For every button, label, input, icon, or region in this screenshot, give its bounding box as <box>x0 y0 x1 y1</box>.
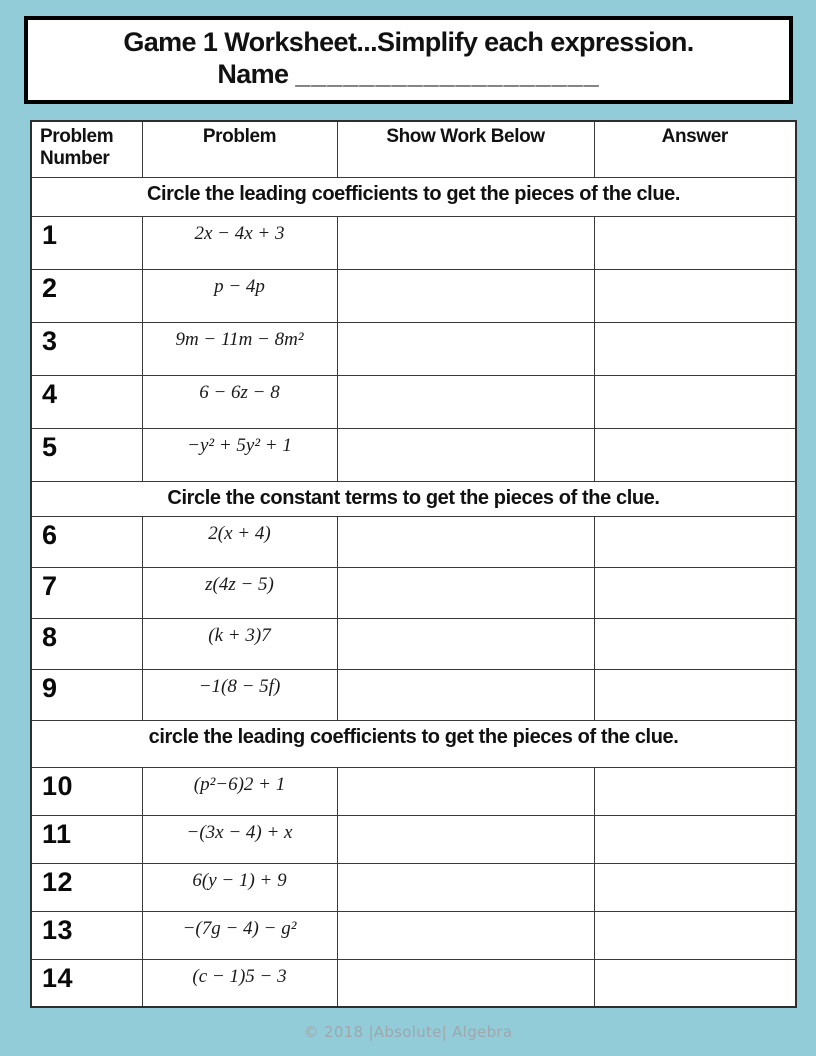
show-work-cell <box>337 911 594 959</box>
show-work-cell <box>337 567 594 618</box>
problem-row <box>31 375 796 428</box>
problem-row <box>31 815 796 863</box>
problem-expression-cell: 2x − 4x + 3 <box>142 216 337 269</box>
answer-cell <box>594 269 796 322</box>
problem-expression-cell: z(4z − 5) <box>142 567 337 618</box>
problem-expression-cell: 6(y − 1) + 9 <box>142 863 337 911</box>
title-box <box>24 16 793 104</box>
show-work-cell <box>337 863 594 911</box>
problem-expression-cell: p − 4p <box>142 269 337 322</box>
answer-cell <box>594 516 796 567</box>
problem-number-cell: 6 <box>31 516 142 567</box>
problem-number-cell: 11 <box>31 815 142 863</box>
problem-number-cell: 7 <box>31 567 142 618</box>
problem-number-cell: 3 <box>31 322 142 375</box>
show-work-cell <box>337 618 594 669</box>
problem-row <box>31 269 796 322</box>
problem-number-cell: 12 <box>31 863 142 911</box>
problem-row <box>31 863 796 911</box>
answer-cell <box>594 669 796 720</box>
section-instruction-row <box>31 177 796 216</box>
answer-cell <box>594 216 796 269</box>
problem-row <box>31 322 796 375</box>
name-row <box>38 59 779 90</box>
problem-number-cell: 14 <box>31 959 142 1007</box>
show-work-cell <box>337 269 594 322</box>
problem-row <box>31 216 796 269</box>
problem-row <box>31 618 796 669</box>
problem-expression-cell: −1(8 − 5f) <box>142 669 337 720</box>
problem-row <box>31 767 796 815</box>
header-answer: Answer <box>594 121 796 177</box>
problem-row <box>31 959 796 1007</box>
problem-expression-cell: 9m − 11m − 8m² <box>142 322 337 375</box>
show-work-cell <box>337 322 594 375</box>
problem-row <box>31 516 796 567</box>
problem-number-cell: 2 <box>31 269 142 322</box>
show-work-cell <box>337 959 594 1007</box>
show-work-cell <box>337 428 594 481</box>
problem-expression-cell: (k + 3)7 <box>142 618 337 669</box>
section-instruction-row <box>31 481 796 516</box>
show-work-cell <box>337 815 594 863</box>
answer-cell <box>594 375 796 428</box>
name-blank-line: ___________________ <box>295 59 600 89</box>
header-show-work: Show Work Below <box>337 121 594 177</box>
show-work-cell <box>337 669 594 720</box>
problem-expression-cell: (p²−6)2 + 1 <box>142 767 337 815</box>
table-header-row <box>31 121 796 177</box>
worksheet-title: Game 1 Worksheet...Simplify each expression. <box>123 27 694 57</box>
answer-cell <box>594 959 796 1007</box>
problem-row <box>31 567 796 618</box>
show-work-cell <box>337 216 594 269</box>
section-instruction: Circle the leading coefficients to get the pieces of the clue. <box>31 177 796 216</box>
show-work-cell <box>337 375 594 428</box>
answer-cell <box>594 322 796 375</box>
problem-number-cell: 1 <box>31 216 142 269</box>
section-instruction-row <box>31 720 796 767</box>
show-work-cell <box>337 516 594 567</box>
problem-row <box>31 428 796 481</box>
answer-cell <box>594 863 796 911</box>
header-problem: Problem <box>142 121 337 177</box>
problem-number-cell: 13 <box>31 911 142 959</box>
answer-cell <box>594 428 796 481</box>
problem-expression-cell: −(3x − 4) + x <box>142 815 337 863</box>
problem-number-cell: 5 <box>31 428 142 481</box>
problem-expression-cell: 2(x + 4) <box>142 516 337 567</box>
answer-cell <box>594 567 796 618</box>
name-label: Name <box>217 59 289 89</box>
problem-number-cell: 8 <box>31 618 142 669</box>
section-instruction: circle the leading coefficients to get the pieces of the clue. <box>31 720 796 767</box>
answer-cell <box>594 911 796 959</box>
problem-expression-cell: −y² + 5y² + 1 <box>142 428 337 481</box>
worksheet-table-body <box>31 177 796 1007</box>
problem-row <box>31 669 796 720</box>
show-work-cell <box>337 767 594 815</box>
problem-expression-cell: 6 − 6z − 8 <box>142 375 337 428</box>
section-instruction: Circle the constant terms to get the pieces of the clue. <box>31 481 796 516</box>
problem-expression-cell: −(7g − 4) − g² <box>142 911 337 959</box>
problem-number-cell: 10 <box>31 767 142 815</box>
header-problem-number: Problem Number <box>31 121 142 177</box>
answer-cell <box>594 815 796 863</box>
copyright-footer: © 2018 |Absolute| Algebra <box>303 1023 513 1041</box>
answer-cell <box>594 767 796 815</box>
problem-expression-cell: (c − 1)5 − 3 <box>142 959 337 1007</box>
problem-number-cell: 9 <box>31 669 142 720</box>
problem-row <box>31 911 796 959</box>
worksheet-table <box>30 120 797 1008</box>
answer-cell <box>594 618 796 669</box>
problem-number-cell: 4 <box>31 375 142 428</box>
